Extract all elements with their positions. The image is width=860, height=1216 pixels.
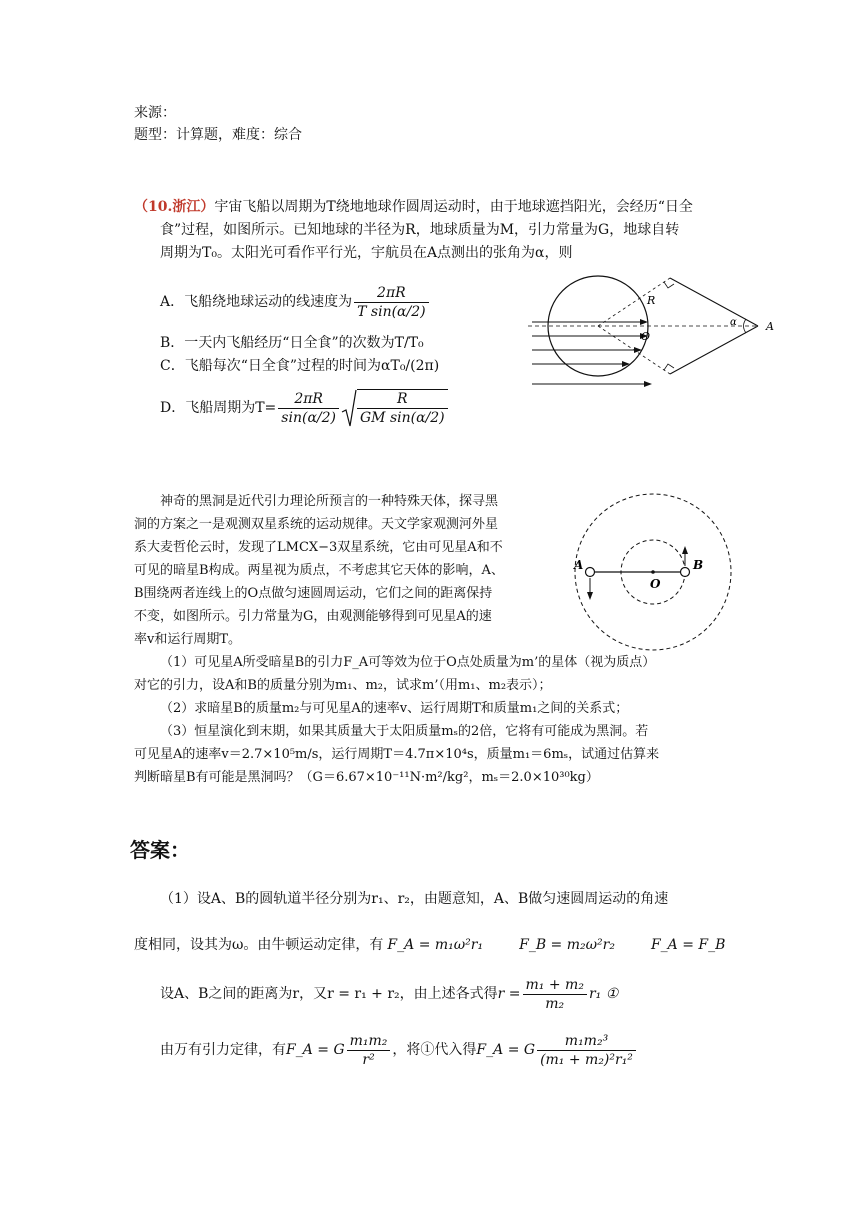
answer-eq-fa-fb: F_A = F_B xyxy=(650,937,726,953)
fig1-label-O: O xyxy=(641,330,651,343)
answer-line3-den: m₂ xyxy=(545,995,565,1012)
star-b-arrowhead xyxy=(682,546,688,554)
radius-line-top xyxy=(598,278,670,326)
fig1-label-A: A xyxy=(766,320,774,333)
answer-line4-lhs: F_A = G xyxy=(286,1042,345,1058)
q1-option-d-den: sin(α/2) xyxy=(281,409,336,426)
answer-eq-fa: F_A = m₁ω²r₁ xyxy=(387,937,484,953)
answer-line4-num: m₁m₂ xyxy=(347,1032,391,1051)
fig1-label-R: R xyxy=(647,294,656,307)
q2-para-line3: 系大麦哲伦云时，发现了LMCX−3双星系统，它由可见星A和不 xyxy=(134,540,503,555)
answer-line4-fraction2 xyxy=(537,1032,636,1069)
q1-option-a xyxy=(160,282,431,322)
q2-para-line1: 神奇的黑洞是近代引力理论所预言的一种特殊天体，探寻黑 xyxy=(160,494,499,509)
answer-line3-lhs: r = xyxy=(497,986,521,1002)
answer-line4-mid: ，将①代入得 xyxy=(392,1042,477,1058)
q1-option-d-rden: GM sin(α/2) xyxy=(359,410,445,426)
q1-option-d-root-fraction xyxy=(357,389,448,427)
q1-option-d-fraction xyxy=(278,390,339,427)
answer-line3-tail: r₁ ① xyxy=(588,986,619,1002)
answer-line2 xyxy=(134,936,725,954)
q1-option-d-rnum: R xyxy=(357,390,448,409)
answer-line4-lhs2: F_A = G xyxy=(476,1042,536,1058)
answer-eq-fb: F_B = m₂ω²r₂ xyxy=(519,937,615,953)
q2-para-line2: 洞的方案之一是观测双星系统的运动规律。天文学家观测河外星 xyxy=(134,517,499,532)
tangent-line-top xyxy=(670,278,758,326)
answer-line4-text: 由万有引力定律，有 xyxy=(160,1042,286,1058)
right-angle-mark-top xyxy=(664,282,674,288)
q1-option-d-prefix: D．飞船周期为T= xyxy=(160,400,277,416)
q1-option-a-prefix: A．飞船绕地球运动的线速度为 xyxy=(160,294,353,310)
answer-title: 答案： xyxy=(130,838,190,862)
q1-line1-text: 宇宙飞船以周期为T绕地地球作圆周运动时，由于地球遮挡阳光，会经历“日全 xyxy=(214,199,693,215)
q1-tag: （10.浙江） xyxy=(134,199,215,215)
answer-line1: （1）设A、B的圆轨道半径分别为r₁、r₂，由题意知，A、B做匀速圆周运动的角速 xyxy=(160,891,669,907)
q1-option-b: B．一天内飞船经历“日全食”的次数为T/T₀ xyxy=(160,335,424,351)
q1-option-d-num: 2πR xyxy=(278,390,339,409)
fig1-label-alpha: α xyxy=(730,317,737,328)
q2-subq3-line3: 判断暗星B有可能是黑洞吗？（G＝6.67×10⁻¹¹N·m²/kg²，mₛ＝2.0×10³⁰kg） xyxy=(134,770,599,785)
q2-subq1-line2: 对它的引力，设A和B的质量分别为m₁、m₂，试求m’（用m₁、m₂表示）； xyxy=(134,678,552,693)
q2-para-line5: B围绕两者连线上的O点做匀速圆周运动，它们之间的距离保持 xyxy=(134,586,493,601)
source-label: 来源： xyxy=(134,105,176,121)
earth-shadow-figure xyxy=(528,270,788,400)
star-a-dot xyxy=(586,568,595,577)
answer-line2-text: 度相同，设其为ω。由牛顿运动定律，有 xyxy=(134,937,384,953)
q2-para-line4: 可见的暗星B构成。两星视为质点，不考虑其它天体的影响，A、 xyxy=(134,563,504,578)
sqrt-sign-icon xyxy=(341,388,357,428)
answer-line4-num2: m₁m₂³ xyxy=(537,1032,636,1051)
q2-para-line6: 不变，如图所示。引力常量为G，由观测能够得到可见星A的速 xyxy=(134,609,492,624)
answer-line4-fraction xyxy=(347,1032,391,1069)
star-b-dot xyxy=(681,568,690,577)
q1-option-a-num: 2πR xyxy=(354,284,428,303)
binary-star-figure xyxy=(568,482,738,662)
answer-line4-den2: (m₁ + m₂)²r₁² xyxy=(540,1051,633,1068)
q2-subq2: （2）求暗星B的质量m₂与可见星A的速率v、运行周期T和质量m₁之间的关系式； xyxy=(160,701,629,716)
answer-line4 xyxy=(160,1028,638,1072)
sunlight-arrows xyxy=(532,319,652,387)
q1-line3: 周期为T₀。太阳光可看作平行光，宇航员在A点测出的张角为α，则 xyxy=(160,245,573,261)
tangent-line-bottom xyxy=(670,326,758,374)
q1-option-d-sqrt xyxy=(341,386,450,430)
question-type-line: 题型：计算题，难度：综合 xyxy=(134,127,302,143)
answer-line3-num: m₁ + m₂ xyxy=(523,976,587,995)
answer-line3-text: 设A、B之间的距离为r，又r = r₁ + r₂，由上述各式得 xyxy=(160,986,498,1002)
q1-option-d xyxy=(160,386,450,430)
q2-subq1-line1: （1）可见星A所受暗星B的引力F_A可等效为位于O点处质量为m’的星体（视为质点） xyxy=(160,655,656,670)
q1-option-c: C．飞船每次“日全食”过程的时间为αT₀/(2π) xyxy=(160,358,440,374)
answer-line3 xyxy=(160,974,618,1014)
right-angle-mark-bottom xyxy=(664,364,674,370)
fig2-label-A: A xyxy=(574,558,584,572)
q2-subq3-line2: 可见星A的速率v＝2.7×10⁵m/s，运行周期T＝4.7π×10⁴s，质量m₁＝6mₛ，试通过估算来 xyxy=(134,747,660,762)
q1-option-a-den: T sin(α/2) xyxy=(357,303,426,320)
fig2-label-O: O xyxy=(650,577,661,591)
fig2-label-B: B xyxy=(693,558,704,572)
q1-line1 xyxy=(134,198,693,216)
answer-line3-fraction xyxy=(523,976,587,1013)
q1-line2: 食”过程，如图所示。已知地球的半径为R，地球质量为M，引力常量为G，地球自转 xyxy=(160,222,680,238)
q2-para-line7: 率v和运行周期T。 xyxy=(134,632,242,647)
star-a-arrowhead xyxy=(587,592,593,600)
answer-line4-den: r² xyxy=(362,1051,375,1068)
q2-subq3-line1: （3）恒星演化到末期，如果其质量大于太阳质量mₛ的2倍，它将有可能成为黑洞。若 xyxy=(160,724,649,739)
q1-option-a-fraction xyxy=(354,284,428,321)
center-o-dot xyxy=(651,570,655,574)
